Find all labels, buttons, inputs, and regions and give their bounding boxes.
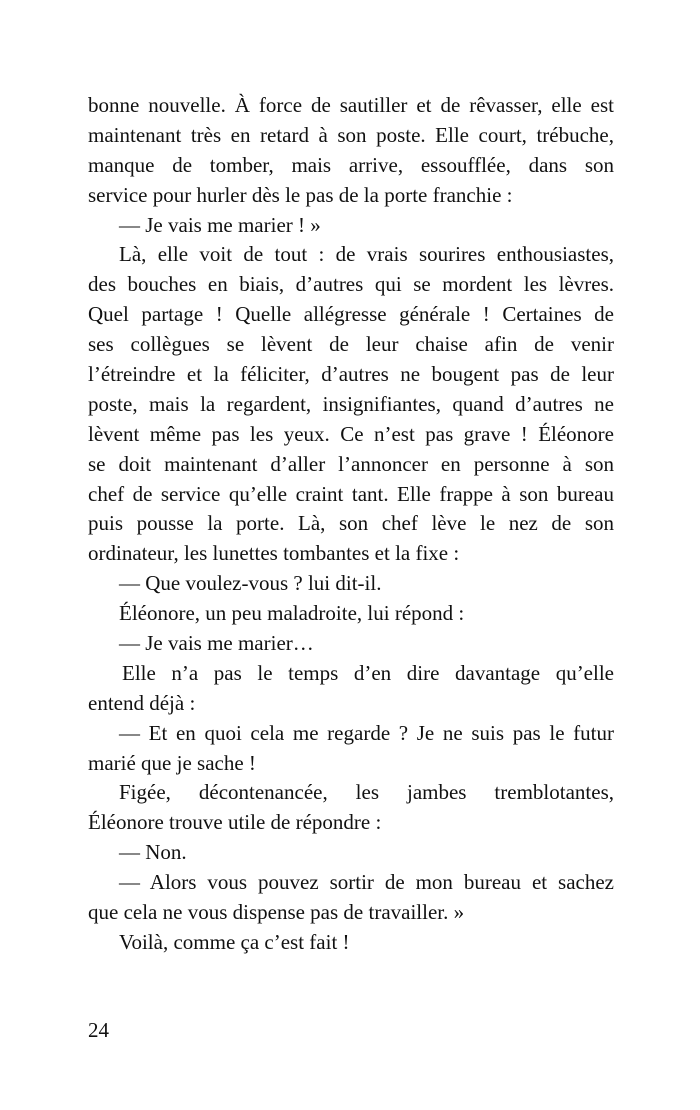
dialogue-line: — Que voulez-vous ? lui dit-il. [119, 571, 382, 596]
dialogue-line: — Et en quoi cela me regarde ? Je ne suis pas le futur [119, 720, 614, 745]
text-line: se doit maintenant d’aller l’annoncer en personne à son [88, 451, 614, 476]
text-line: service pour hurler dès le pas de la porte franchie : [88, 182, 513, 207]
page-body-text [88, 91, 614, 958]
text-line: Figée, décontenancée, les jambes tremblotantes, [119, 780, 614, 805]
text-line: Quel partage ! Quelle allégresse générale ! Certaines de [88, 302, 614, 327]
text-line: ses collègues se lèvent de leur chaise afin de venir [88, 332, 614, 357]
page-number: 24 [88, 1018, 109, 1042]
text-line: maintenant très en retard à son poste. Elle court, trébuche, [88, 122, 614, 147]
text-line: ordinateur, les lunettes tombantes et la fixe : [88, 541, 460, 566]
dialogue-line: — Je vais me marier ! » [119, 212, 321, 237]
text-line: puis pousse la porte. Là, son chef lève le nez de son [88, 511, 614, 536]
dialogue-line: — Alors vous pouvez sortir de mon bureau et sachez [119, 870, 614, 895]
text-line: Voilà, comme ça c’est fait ! [119, 929, 350, 954]
text-line: des bouches en biais, d’autres qui se mordent les lèvres. [88, 272, 614, 297]
text-line: marié que je sache ! [88, 750, 256, 775]
text-line: Éléonore trouve utile de répondre : [88, 810, 382, 835]
text-line: manque de tomber, mais arrive, essoufflée, dans son [88, 152, 614, 177]
text-line: bonne nouvelle. À force de sautiller et de rêvasser, elle est [88, 93, 614, 117]
text-line: chef de service qu’elle craint tant. Elle frappe à son bureau [88, 481, 614, 506]
text-line: Éléonore, un peu maladroite, lui répond : [119, 601, 465, 626]
text-line: Là, elle voit de tout : de vrais sourires enthousiastes, [119, 242, 614, 267]
dialogue-line: — Je vais me marier… [119, 631, 314, 656]
dialogue-line: — Non. [119, 840, 187, 865]
text-line: l’étreindre et la féliciter, d’autres ne bougent pas de leur [88, 362, 614, 387]
text-line: que cela ne vous dispense pas de travailler. » [88, 900, 465, 925]
text-line: Elle n’a pas le temps d’en dire davantage qu’elle [122, 660, 614, 685]
text-line: entend déjà : [88, 690, 196, 715]
text-line: lèvent même pas les yeux. Ce n’est pas grave ! Éléonore [88, 421, 614, 446]
text-line: poste, mais la regardent, insignifiantes, quand d’autres ne [88, 391, 614, 416]
